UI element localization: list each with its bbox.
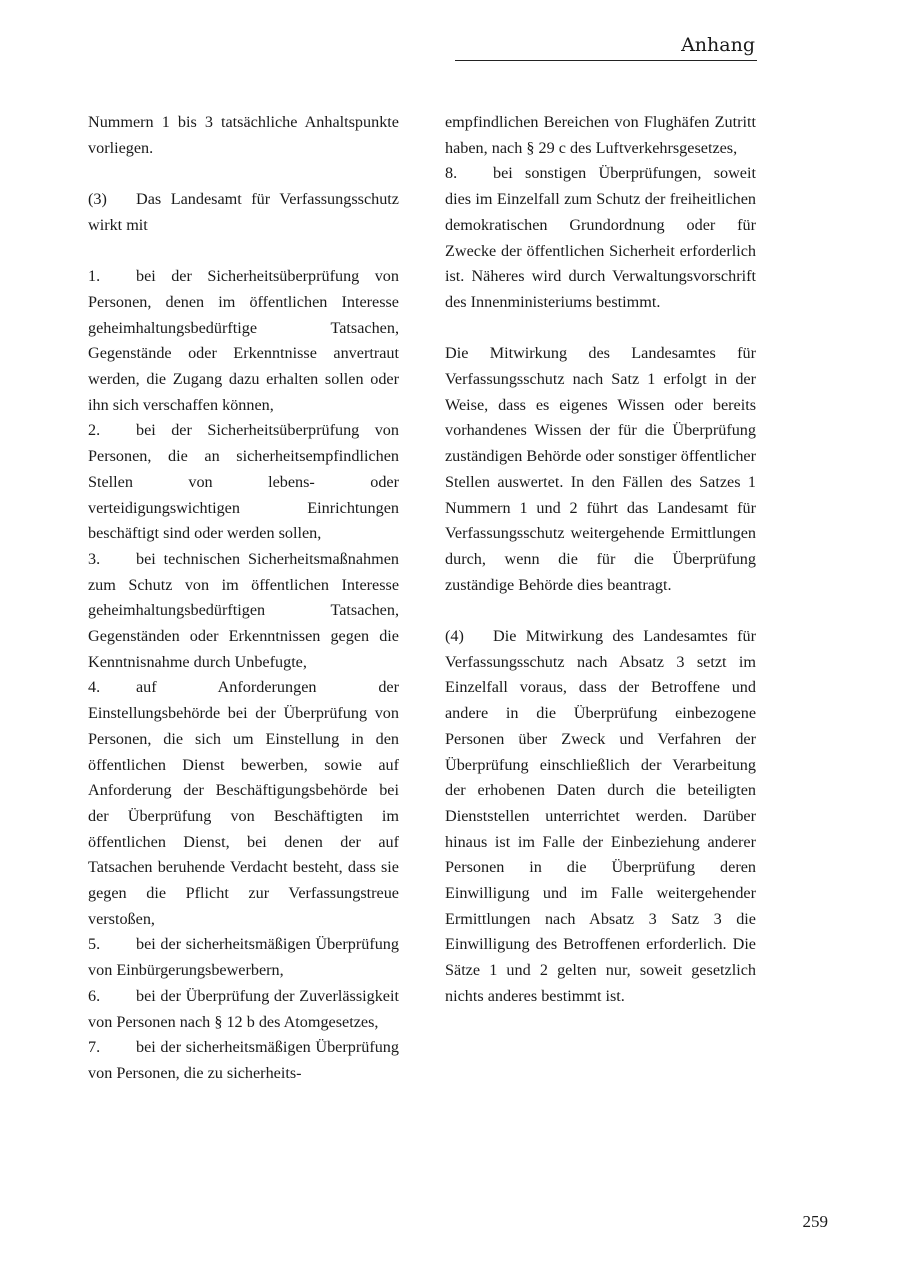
list-item-number: 1. — [88, 267, 101, 286]
running-header: Anhang — [681, 34, 755, 56]
list-item-text: bei sonstigen Überprüfungen, soweit dies im Einzelfall zum Schutz der freiheitlichen demokratischen Grundordnung oder für Zwecke der öffentlichen Sicherheit erforderlich ist. Näheres wird durch Verwaltungsvorschrift des Innenministeriums bestimmt. — [445, 164, 756, 311]
paragraph-number: (3) — [88, 190, 107, 209]
list-item-number: 6. — [88, 986, 101, 1005]
paragraph-text: Die Mitwirkung des Landesamtes für Verfassungsschutz nach Absatz 3 setzt im Einzelfall voraus, dass der Betroffene und andere in die Überprüfung einbezogene Personen über Zweck und Verfahren der Überprüfung einschließlich der Verarbeitung der erhobenen Daten durch die beteiligten Dienststellen unterrichtet werden. Darüber hinaus ist im Falle der Einbeziehung anderer Personen in die Überprüfung deren Einwilligung und im Falle weitergehender Ermittlungen nach Absatz 3 Satz 3 die Einwilligung des Betroffenen erforderlich. Die Sätze 1 und 2 gelten nur, soweit gesetzlich nichts anderes bestimmt ist. — [445, 627, 756, 1005]
list-item — [88, 675, 399, 932]
list-item-number: 5. — [88, 935, 101, 954]
left-column — [88, 110, 399, 1087]
paragraph-text: Das Landesamt für Verfassungsschutz wirkt mit — [88, 190, 399, 234]
list-item-number: 3. — [88, 549, 101, 568]
list-item — [88, 547, 399, 676]
page-number: 259 — [802, 1212, 828, 1231]
list-item-text: bei technischen Sicherheitsmaßnahmen zum Schutz von im öffentlichen Interesse geheimhaltungsbedürftigen Tatsachen, Gegenständen oder Erkenntnissen gegen die Kenntnisnahme durch Unbefugte, — [88, 549, 399, 671]
header-rule — [455, 60, 757, 61]
list-item-number: 2. — [88, 421, 101, 440]
list-item-text: bei der Sicherheitsüberprüfung von Personen, die an sicherheitsempfindlichen Stellen von lebens- oder verteidigungswichtigen Einrichtungen beschäftigt sind oder werden sollen, — [88, 421, 399, 543]
paragraph-number: (4) — [445, 627, 464, 646]
list-item — [88, 932, 399, 983]
list-item-text: bei der Sicherheitsüberprüfung von Personen, denen im öffentlichen Interesse geheimhaltungsbedürftige Tatsachen, Gegenstände oder Erkenntnisse anvertraut werden, die Zugang dazu erhalten sollen oder ihn sich verschaffen können, — [88, 267, 399, 414]
list-item — [88, 984, 399, 1035]
list-item — [88, 1035, 399, 1086]
list-item-text: bei der sicherheitsmäßigen Überprüfung von Einbürgerungsbewerbern, — [88, 935, 399, 980]
list-item — [445, 161, 756, 315]
list-item-number: 7. — [88, 1038, 101, 1057]
list-item-text: bei der Überprüfung der Zuverlässigkeit von Personen nach § 12 b des Atomgesetzes, — [88, 986, 399, 1031]
list-item-text: auf Anforderungen der Einstellungsbehörde bei der Überprüfung von Personen, die sich um Einstellung in den öffentlichen Dienst bewerben, sowie auf Anforderung der Beschäftigungsbehörde bei der Überprüfung von Beschäftigten im öffentlichen Dienst, bei denen der auf Tatsachen beruhende Verdacht besteht, dass sie gegen die Pflicht zur Verfassungstreue verstoßen, — [88, 678, 399, 928]
paragraph-3 — [88, 187, 399, 238]
list-item — [88, 264, 399, 418]
list-item-number: 8. — [445, 164, 458, 183]
list-item-number: 4. — [88, 678, 101, 697]
right-column — [445, 110, 756, 1010]
paragraph-4 — [445, 624, 756, 1010]
list-item — [88, 418, 399, 547]
paragraph-continuation: Nummern 1 bis 3 tatsächliche Anhaltspunkte vorliegen. — [88, 113, 399, 157]
list-item-continuation: empfindlichen Bereichen von Flughäfen Zutritt haben, nach § 29 c des Luftverkehrsgesetzes, — [445, 113, 756, 157]
list-item-text: bei der sicherheitsmäßigen Überprüfung von Personen, die zu sicherheits- — [88, 1038, 399, 1082]
paragraph-mitwirkung: Die Mitwirkung des Landesamtes für Verfassungsschutz nach Satz 1 erfolgt in der Weise, dass es eigenes Wissen oder bereits vorhandenes Wissen der für die Überprüfung zuständigen Behörde oder sonstiger öffentlicher Stellen auswertet. In den Fällen des Satzes 1 Nummern 1 und 2 führt das Landesamt für Verfassungsschutz weitergehende Ermittlungen durch, wenn die für die Überprüfung zuständige Behörde dies beantragt. — [445, 344, 756, 594]
